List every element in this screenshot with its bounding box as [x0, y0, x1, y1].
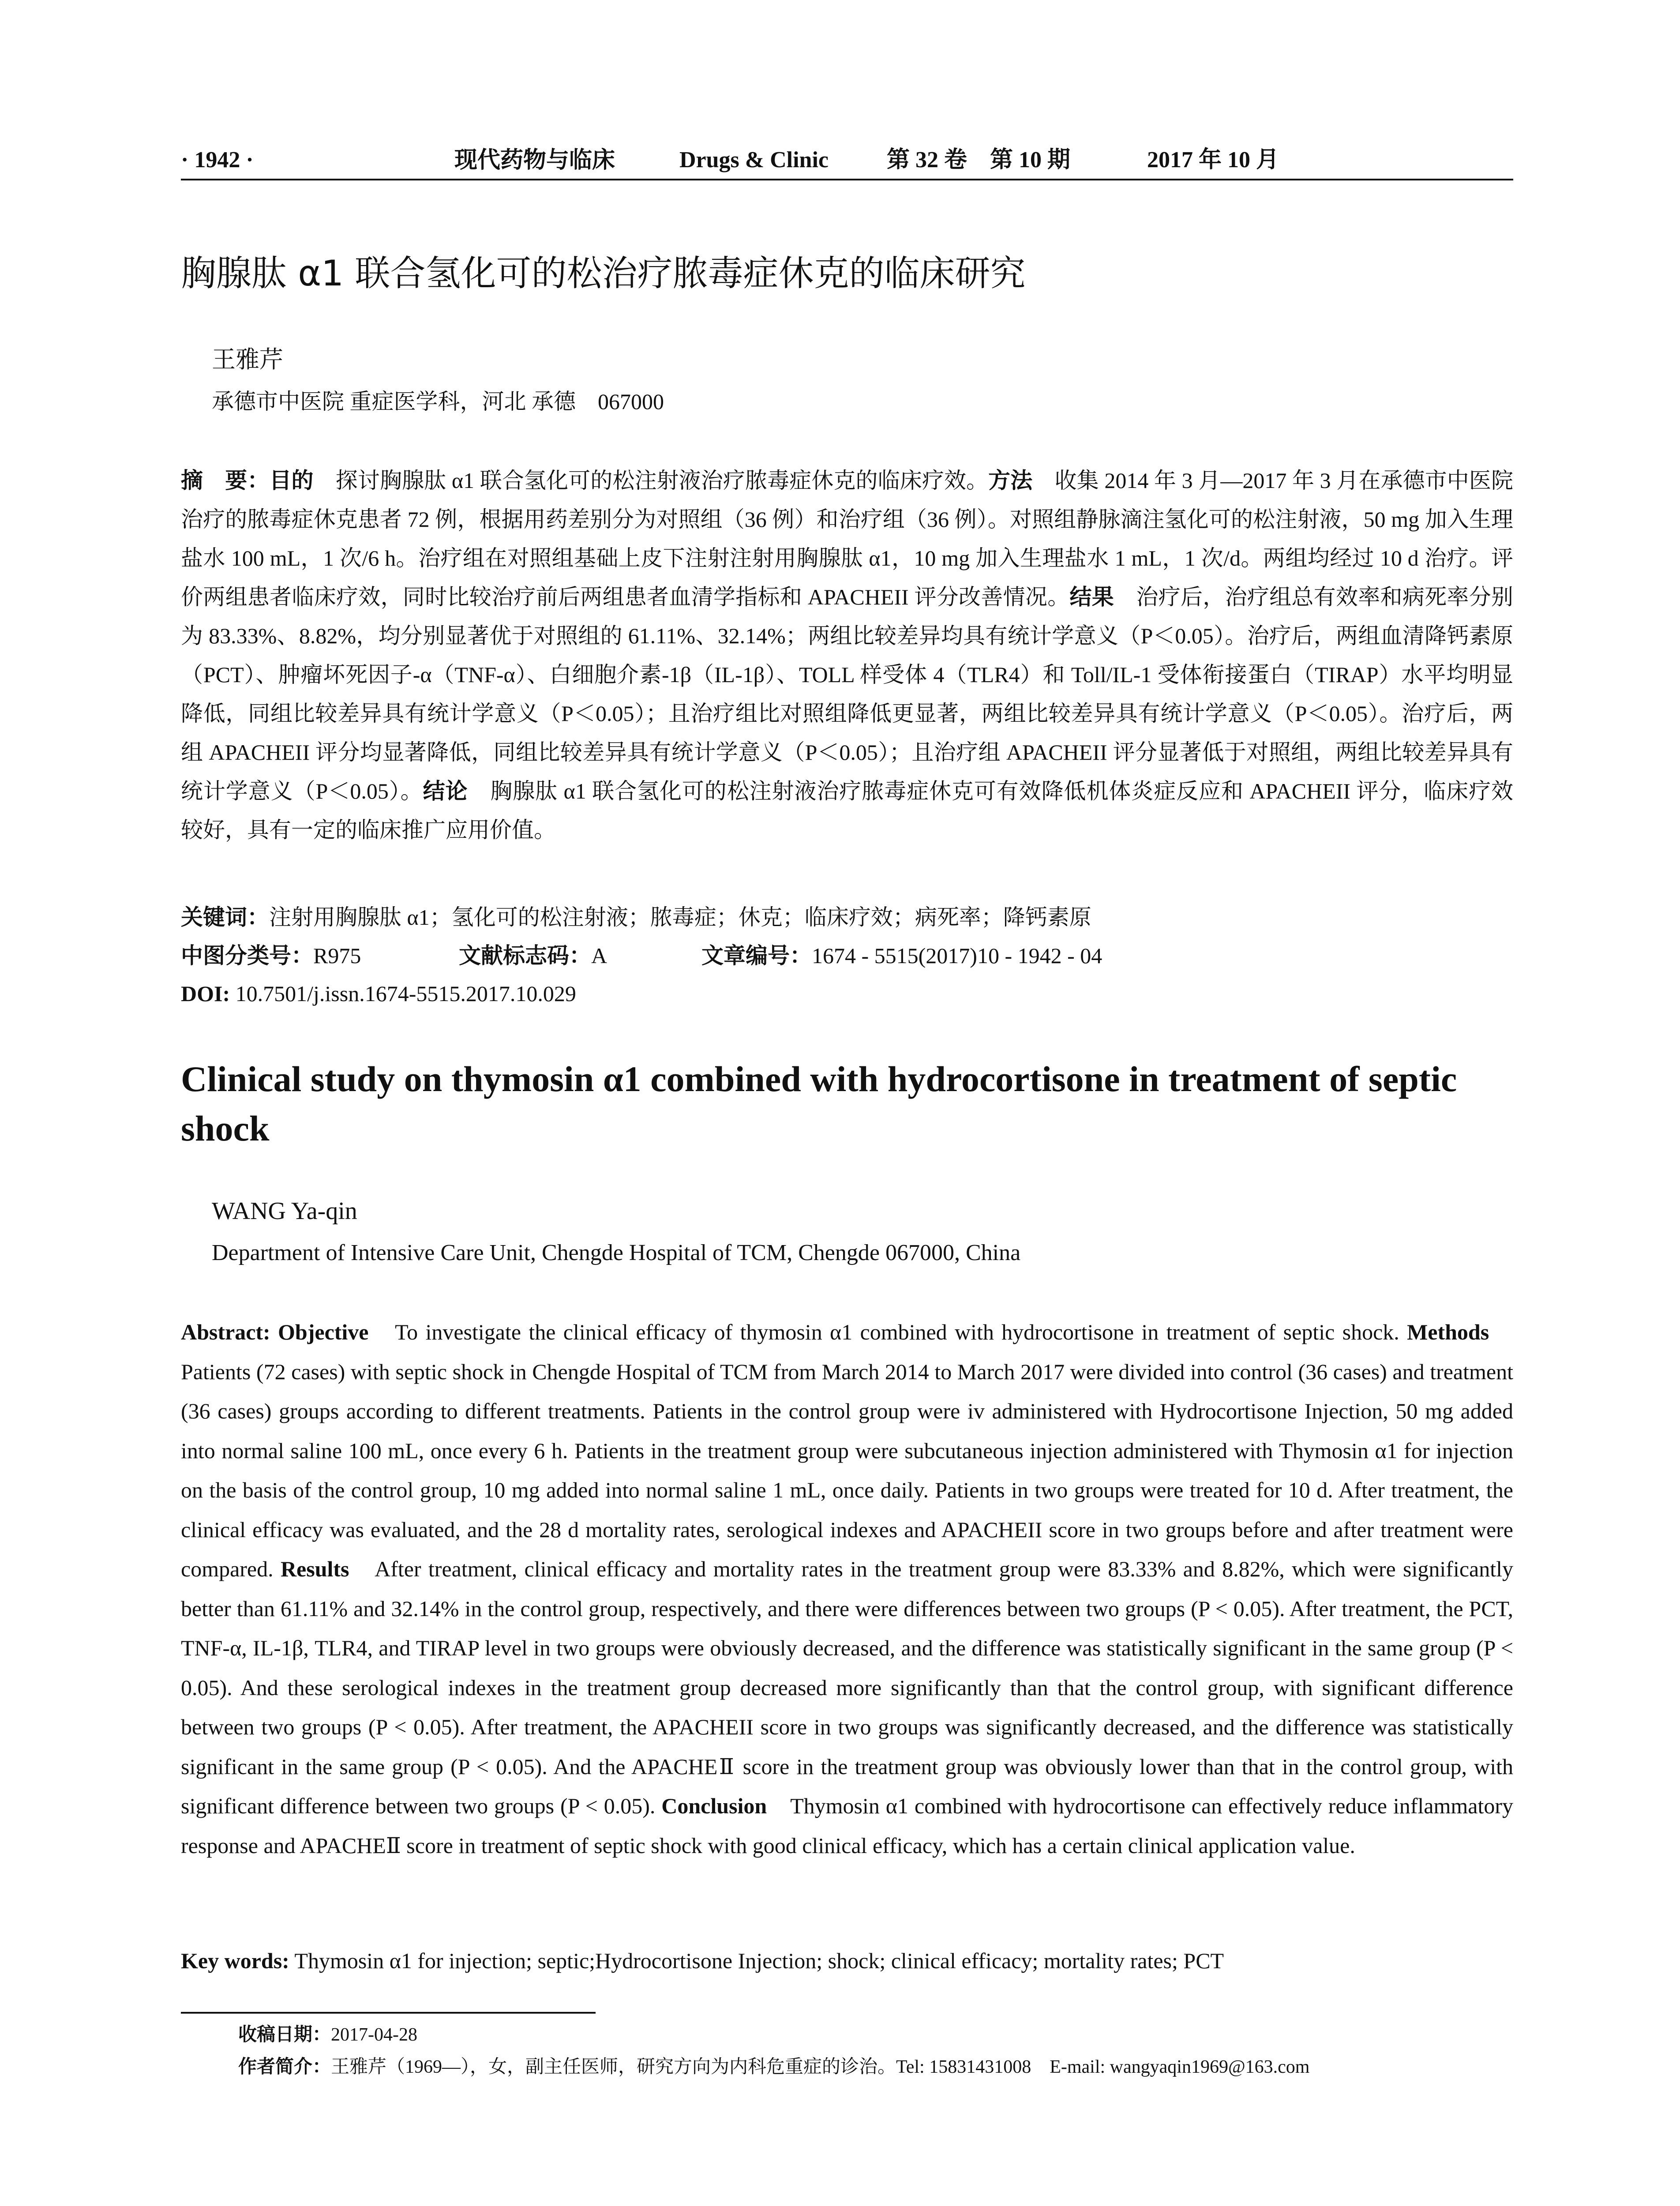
footnote [238, 2018, 1309, 2083]
keywords-en-text: Thymosin α1 for injection; septic;Hydrocortisone Injection; shock; clinical efficacy; mortality rates; PCT [289, 1948, 1224, 1973]
keywords-zh-text: 注射用胸腺肽 α1；氢化可的松注射液；脓毒症；休克；临床疗效；病死率；降钙素原 [269, 905, 1091, 930]
conclusion-text-en: Thymosin α1 combined with hydrocortisone can effectively reduce inflammatory response and APACHEⅡ score in treatment of septic shock with good clinical efficacy, which has a certain clinical application value. [181, 1793, 1513, 1858]
author-name-zh: 王雅芹 [212, 346, 283, 373]
doi-line [181, 974, 576, 1013]
received-date-label: 收稿日期： [238, 2023, 331, 2045]
received-date-line [238, 2018, 1309, 2051]
keywords-zh-label: 关键词： [181, 904, 269, 930]
header-rule [181, 179, 1513, 180]
methods-label-zh: 方法 [988, 468, 1033, 493]
results-text-zh: 治疗后，治疗组总有效率和病死率分别为 83.33%、8.82%，均分别显著优于对照组的 61.11%、32.14%；两组比较差异均具有统计学意义（P＜0.05）。治疗后，两组血清降钙素原（PCT）、肿瘤坏死因子-α（TNF-α）、白细胞介素-1β（IL-1β）、TOLL 样受体 4（TLR4）和 Toll/IL-1 受体衔接蛋白（TIRAP）水平均明显降低，同组比较差异具有统计学意义（P＜0.05）；且治疗组比对照组降低更显著，两组比较差异具有统计学意义（P＜0.05）。治疗后，两组 APACHEII 评分均显著降低，同组比较差异具有统计学意义（P＜0.05）；且治疗组 APACHEII 评分显著低于对照组，两组比较差异具有统计学意义（P＜0.05）。 [181, 585, 1514, 803]
article-title-zh: 胸腺肽 α1 联合氢化可的松治疗脓毒症休克的临床研究 [181, 253, 1026, 294]
abstract-zh [181, 461, 1513, 849]
volume-issue: 第 32 卷 第 10 期 [887, 147, 1071, 173]
running-header [181, 140, 1513, 180]
article-number-label: 文章编号： [701, 943, 812, 968]
abstract-en [181, 1313, 1513, 1865]
conclusion-label-en: Conclusion [661, 1793, 767, 1818]
author-bio-label: 作者简介： [238, 2056, 331, 2077]
article-title-en: Clinical study on thymosin α1 combined with hydrocortisone in treatment of septic shock [181, 1059, 1457, 1148]
author-name-en: WANG Ya-qin [212, 1197, 357, 1225]
journal-name-zh: 现代药物与临床 [454, 147, 615, 173]
abstract-zh-label: 摘 要： [181, 468, 270, 493]
results-label-zh: 结果 [1069, 584, 1114, 610]
doi-label: DOI: [181, 981, 230, 1006]
objective-label-en: Objective [278, 1320, 369, 1344]
results-text-en: After treatment, clinical efficacy and mortality rates in the treatment group were 83.33% and 8.82%, which were significantly better than 61.11% and 32.14% in the control group, respectively, and there were differences between two groups (P < 0.05). After treatment, the PCT, TNF-α, IL-1β, TLR4, and TIRAP level in two groups were obviously decreased, and the difference was statistically significant in the same group (P < 0.05). And these serological indexes in the treatment group decreased more significantly than that the control group, with significant difference between two groups (P < 0.05). After treatment, the APACHEII score in two groups was significantly decreased, and the difference was statistically significant in the same group (P < 0.05). And the APACHEⅡ score in the treatment group was obviously lower than that in the control group, with significant difference between two groups (P < 0.05). [181, 1557, 1514, 1818]
keywords-en-label: Key words: [181, 1948, 289, 1973]
objective-label-zh: 目的 [269, 468, 314, 493]
methods-text-en: Patients (72 cases) with septic shock in Chengde Hospital of TCM from March 2014 to March 2017 were divided into control (36 cases) and treatment (36 cases) groups according to different treatments. Patients in the control group were iv administered with Hydrocortisone Injection, 50 mg added into normal saline 100 mL, once every 6 h. Patients in the treatment group were subcutaneous injection administered with Thymosin α1 for injection on the basis of the control group, 10 mg added into normal saline 1 mL, once daily. Patients in two groups were treated for 10 d. After treatment, the clinical efficacy was evaluated, and the 28 d mortality rates, serological indexes and APACHEII score in two groups before and after treatment were compared. [181, 1320, 1513, 1581]
conclusion-text-zh: 胸腺肽 α1 联合氢化可的松注射液治疗脓毒症休克可有效降低机体炎症反应和 APACHEII 评分，临床疗效较好，具有一定的临床推广应用价值。 [181, 779, 1513, 842]
author-bio-line [238, 2051, 1309, 2083]
received-date-value: 2017-04-28 [331, 2025, 417, 2045]
page-number: · 1942 · [181, 147, 254, 173]
article-number-field [701, 936, 1102, 975]
clc-field [181, 936, 361, 975]
doc-code-label: 文献标志码： [459, 943, 591, 968]
objective-text-en: To investigate the clinical efficacy of thymosin α1 combined with hydrocortisone in treatment of septic shock. [368, 1320, 1407, 1344]
doi-value: 10.7501/j.issn.1674-5515.2017.10.029 [230, 981, 576, 1006]
journal-name-en: Drugs & Clinic [679, 147, 829, 173]
methods-label-en: Methods [1407, 1320, 1489, 1344]
abstract-en-label: Abstract: [181, 1320, 278, 1344]
clc-value: R975 [313, 943, 361, 968]
objective-text-zh: 探讨胸腺肽 α1 联合氢化可的松注射液治疗脓毒症休克的临床疗效。 [313, 468, 989, 493]
conclusion-label-zh: 结论 [423, 778, 468, 804]
author-bio-text: 王雅芹（1969—），女，副主任医师，研究方向为内科危重症的诊治。Tel: 15831431008 E-mail: wangyaqin1969@163.com [331, 2057, 1310, 2077]
keywords-en [181, 1941, 1513, 1980]
affiliation-en: Department of Intensive Care Unit, Chengde Hospital of TCM, Chengde 067000, China [212, 1240, 1021, 1265]
article-number-value: 1674 - 5515(2017)10 - 1942 - 04 [812, 943, 1102, 968]
doc-code-value: A [591, 943, 608, 968]
affiliation-zh: 承德市中医院 重症医学科，河北 承德 067000 [212, 389, 664, 414]
issue-date: 2017 年 10 月 [1147, 147, 1279, 173]
methods-text-zh: 收集 2014 年 3 月—2017 年 3 月在承德市中医院治疗的脓毒症休克患者 72 例，根据用药差别分为对照组（36 例）和治疗组（36 例）。对照组静脉滴注氢化可的松注射液，50 mg 加入生理盐水 100 mL，1 次/6 h。治疗组在对照组基础上皮下注射注射用胸腺肽 α1，10 mg 加入生理盐水 1 mL，1 次/d。两组均经过 10 d 治疗。评价两组患者临床疗效，同时比较治疗前后两组患者血清学指标和 APACHEII 评分改善情况。 [181, 468, 1514, 609]
keywords-zh [181, 898, 1513, 937]
footnote-rule [181, 2012, 596, 2014]
clc-label: 中图分类号： [181, 943, 313, 968]
results-label-en: Results [280, 1557, 349, 1581]
doc-code-field [459, 936, 607, 975]
